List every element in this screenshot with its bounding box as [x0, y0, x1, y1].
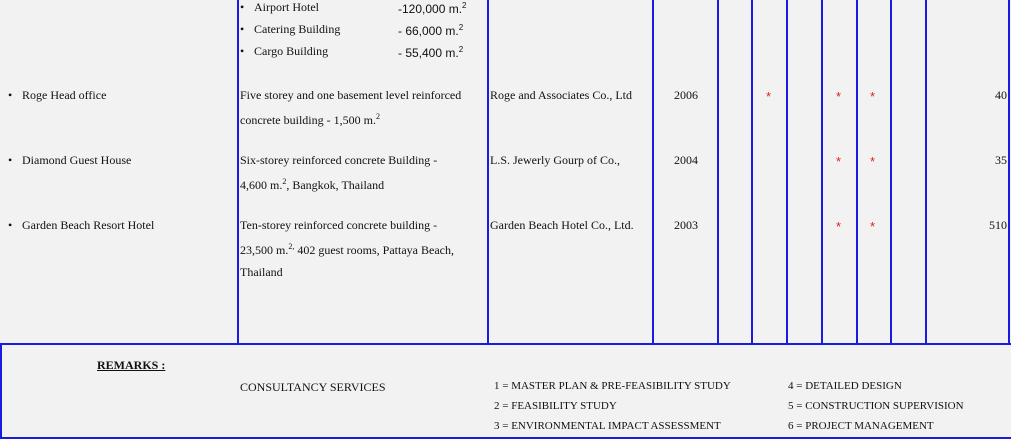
- service-mark: *: [870, 219, 876, 234]
- column-divider: [856, 0, 858, 344]
- list-item: • Airport Hotel: [240, 0, 319, 14]
- project-description: Five storey and one basement level reinforced concrete building - 1,500 m.$^2$: [240, 88, 462, 127]
- project-value: 510: [989, 218, 1007, 232]
- remarks-title: REMARKS :: [97, 358, 166, 372]
- project-description: Six-storey reinforced concrete Building - 4,600 m.$^2$, Bangkok, Thailand: [240, 153, 438, 192]
- remark-item: 5 = CONSTRUCTION SUPERVISION: [788, 400, 964, 412]
- area-value: - 66,000 m.$^2$: [398, 23, 464, 38]
- column-divider: [925, 0, 927, 344]
- column-divider: [1008, 0, 1010, 344]
- year: 2004: [674, 153, 698, 167]
- year: 2003: [674, 218, 698, 232]
- area-value: - 55,400 m.$^2$: [398, 45, 464, 60]
- column-divider: [487, 0, 489, 344]
- client-name: Roge and Associates Co., Ltd: [490, 88, 632, 102]
- client-name: Garden Beach Hotel Co., Ltd.: [490, 218, 634, 232]
- project-value: 35: [995, 153, 1007, 167]
- service-mark: *: [836, 89, 842, 104]
- project-name: • Roge Head office: [8, 88, 107, 102]
- column-divider: [751, 0, 753, 344]
- client-name: L.S. Jewerly Gourp of Co.,: [490, 153, 620, 167]
- remark-item: 4 = DETAILED DESIGN: [788, 380, 902, 392]
- column-divider: [237, 0, 239, 344]
- year: 2006: [674, 88, 698, 102]
- column-divider: [652, 0, 654, 344]
- service-mark: *: [836, 154, 842, 169]
- project-value: 40: [995, 88, 1007, 102]
- service-mark: *: [836, 219, 842, 234]
- service-mark: *: [870, 89, 876, 104]
- project-name: • Diamond Guest House: [8, 153, 132, 167]
- project-description: Ten-storey reinforced concrete building - 23,500 m.$^{2,}$ 402 guest rooms, Pattaya Beach, Thailand: [240, 218, 454, 279]
- column-divider: [821, 0, 823, 344]
- list-item: • Catering Building: [240, 22, 341, 36]
- remark-item: 3 = ENVIRONMENTAL IMPACT ASSESSMENT: [494, 420, 721, 432]
- service-mark: *: [766, 89, 772, 104]
- column-divider: [890, 0, 892, 344]
- remark-item: 2 = FEASIBILITY STUDY: [494, 400, 617, 412]
- column-divider: [717, 0, 719, 344]
- area-value: -120,000 m.$^2$: [398, 1, 467, 16]
- project-name: • Garden Beach Resort Hotel: [8, 218, 155, 232]
- list-item: • Cargo Building: [240, 44, 329, 58]
- service-mark: *: [870, 154, 876, 169]
- remark-item: 6 = PROJECT MANAGEMENT: [788, 420, 934, 432]
- remark-item: 1 = MASTER PLAN & PRE-FEASIBILITY STUDY: [494, 380, 731, 392]
- services-label: CONSULTANCY SERVICES: [240, 380, 386, 394]
- column-divider: [786, 0, 788, 344]
